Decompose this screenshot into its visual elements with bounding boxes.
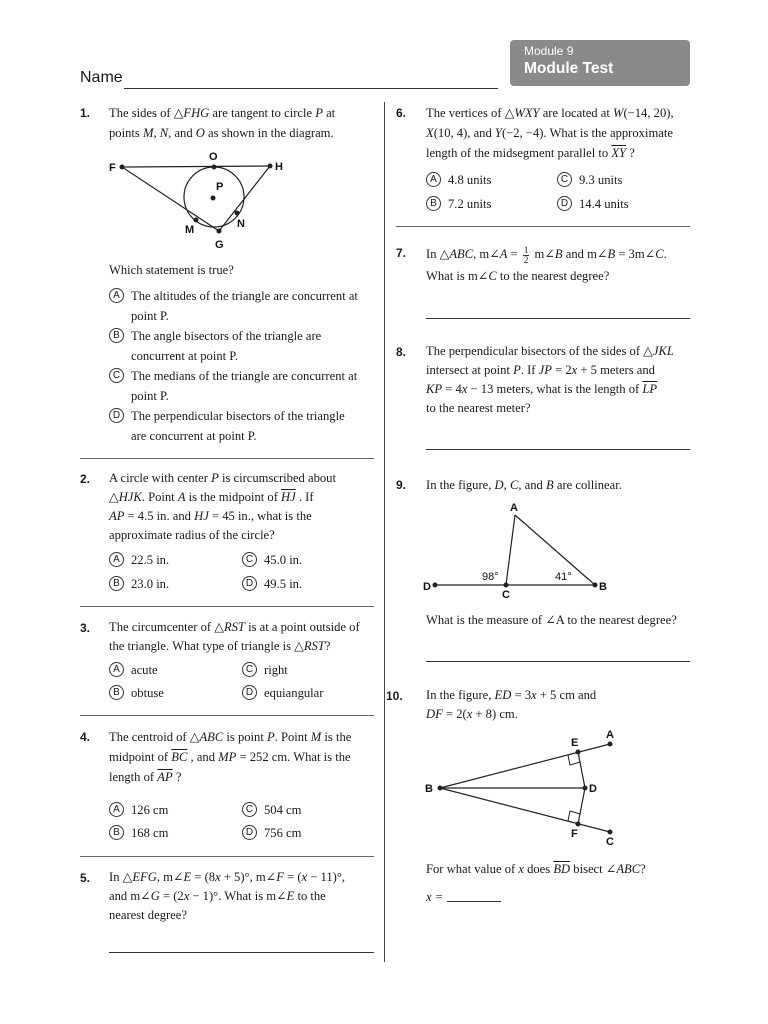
q8-stem: The perpendicular bisectors of the sides of △JKL intersect at point P. If JP = 2x + 5 meters and KP = 4x − 13 meters, what is the length of $\overline{LP}$ to the nearest meter? — [426, 344, 674, 415]
q1-choice-b[interactable]: B The angle bisectors of the triangle are concurrent at point P. — [109, 326, 377, 366]
divider — [80, 458, 374, 459]
q1-label-p: P — [216, 181, 224, 193]
choice-circle: D — [242, 576, 257, 591]
choice-circle: A — [109, 288, 124, 303]
choice-circle: B — [109, 825, 124, 840]
q3-choice-c[interactable]: C right — [242, 660, 288, 680]
q10-segment-df — [578, 788, 585, 824]
q9-label-d: D — [423, 581, 431, 593]
q10-answer-label: x = — [426, 890, 444, 904]
divider — [80, 606, 374, 607]
q3-choice-a[interactable]: A acute — [109, 660, 158, 680]
q10-number: 10. — [386, 689, 403, 703]
choice-circle: C — [109, 368, 124, 383]
choice-circle: D — [242, 685, 257, 700]
q9-number: 9. — [396, 478, 407, 492]
q6-choice-c[interactable]: C 9.3 units — [557, 170, 622, 190]
name-label: Name — [80, 69, 123, 86]
choice-circle: A — [426, 172, 441, 187]
q5-stem: In △EFG, m∠E = (8x + 5)°, m∠F = (x − 11)°, and m∠G = (2x − 1)°. What is m∠E to the nearest degree? — [109, 870, 346, 922]
q10-answer-line[interactable] — [447, 901, 501, 902]
q2-choice-b[interactable]: B 23.0 in. — [109, 574, 169, 594]
q1-label-m: M — [185, 224, 195, 236]
q9-stem: In the figure, D, C, and B are collinear. — [426, 478, 622, 492]
q10-ray-ba — [440, 744, 610, 788]
choice-circle: A — [109, 802, 124, 817]
choice-circle: C — [242, 802, 257, 817]
q10-label-b: B — [425, 783, 433, 795]
q10-right-angle-e — [568, 755, 580, 765]
q1-label-h: H — [275, 161, 283, 173]
q2-choice-a[interactable]: A 22.5 in. — [109, 550, 169, 570]
q2-choice-d[interactable]: D 49.5 in. — [242, 574, 302, 594]
q2-choice-c[interactable]: C 45.0 in. — [242, 550, 302, 570]
choice-circle: B — [109, 576, 124, 591]
q10-diagram — [420, 726, 630, 850]
q1-label-o: O — [209, 151, 218, 163]
q9-label-c: C — [502, 589, 510, 601]
q5-answer-line[interactable] — [109, 952, 374, 953]
q10-segment-ed — [578, 752, 585, 788]
q6-number: 6. — [396, 106, 407, 120]
q1-label-g: G — [215, 239, 224, 251]
q1-number: 1. — [80, 106, 91, 120]
q9-segment-ac — [506, 515, 515, 585]
q9-diagram — [420, 498, 620, 602]
divider — [80, 715, 374, 716]
q9-angle-98: 98° — [482, 571, 499, 583]
q5-number: 5. — [80, 871, 91, 885]
q4-choice-b[interactable]: B 168 cm — [109, 823, 168, 843]
q2-number: 2. — [80, 472, 91, 486]
q1-side-fh — [122, 166, 270, 167]
q10-stem: In the figure, ED = 3x + 5 cm and DF = 2(x + 8) cm. — [426, 688, 597, 721]
q9-label-a: A — [510, 502, 518, 514]
q6-choice-a[interactable]: A 4.8 units — [426, 170, 491, 190]
q1-label-n: N — [237, 218, 245, 230]
q7-number: 7. — [396, 246, 407, 260]
q8-answer-line[interactable] — [426, 449, 690, 450]
q1-stem: The sides of △FHG are tangent to circle P at points M, N, and O as shown in the diagram. — [109, 106, 336, 140]
q7-answer-line[interactable] — [426, 318, 690, 319]
name-line[interactable] — [124, 88, 498, 89]
q4-number: 4. — [80, 730, 91, 744]
choice-circle: D — [242, 825, 257, 840]
q3-stem: The circumcenter of △RST is at a point outside of the triangle. What type of triangle is △RST? — [109, 620, 360, 653]
q9-label-b: B — [599, 581, 607, 593]
q2-stem: A circle with center P is circumscribed about △HJK. Point A is the midpoint of $\overline{HJ}$ . If AP = 4.5 in. and HJ = 45 in., what is the approximate radius of the circle? — [109, 471, 336, 542]
q3-number: 3. — [80, 621, 91, 635]
column-divider — [384, 102, 385, 962]
module-title: Module Test — [524, 60, 614, 77]
choice-circle: B — [109, 328, 124, 343]
q10-prompt: For what value of x does $\overline{BD}$ bisect ∠ABC? — [426, 862, 646, 876]
q4-choice-c[interactable]: C 504 cm — [242, 800, 301, 820]
q1-diagram — [100, 145, 300, 255]
q4-stem: The centroid of △ABC is point P. Point M is the midpoint of $\overline{BC}$ , and MP = 252 cm. What is the length of $\overline{AP}$ ? — [109, 730, 352, 784]
q3-choice-b[interactable]: B obtuse — [109, 683, 164, 703]
q9-answer-line[interactable] — [426, 661, 690, 662]
choice-circle: C — [557, 172, 572, 187]
q4-choice-a[interactable]: A 126 cm — [109, 800, 168, 820]
q1-choice-a[interactable]: A The altitudes of the triangle are concurrent at point P. — [109, 286, 377, 326]
choice-circle: A — [109, 662, 124, 677]
q10-label-c: C — [606, 836, 614, 848]
choice-circle: D — [109, 408, 124, 423]
divider — [396, 226, 690, 227]
q10-label-d: D — [589, 783, 597, 795]
module-header-badge — [510, 40, 690, 86]
choice-circle: B — [109, 685, 124, 700]
choice-circle: B — [426, 196, 441, 211]
q9-prompt: What is the measure of ∠A to the nearest degree? — [426, 613, 677, 627]
q1-prompt: Which statement is true? — [109, 263, 234, 277]
divider — [80, 856, 374, 857]
q1-side-fg — [122, 167, 219, 231]
q9-angle-41: 41° — [555, 571, 572, 583]
q6-choice-b[interactable]: B 7.2 units — [426, 194, 491, 214]
q10-label-e: E — [571, 737, 579, 749]
q3-choice-d[interactable]: D equiangular — [242, 683, 323, 703]
choice-circle: A — [109, 552, 124, 567]
choice-circle: D — [557, 196, 572, 211]
q1-choice-d[interactable]: D The perpendicular bisectors of the triangle are concurrent at point P. — [109, 406, 377, 446]
module-label: Module 9 — [524, 44, 574, 58]
q6-choice-d[interactable]: D 14.4 units — [557, 194, 629, 214]
q4-choice-d[interactable]: D 756 cm — [242, 823, 301, 843]
q10-ray-bc — [440, 788, 610, 832]
q10-right-angle-f — [568, 811, 580, 821]
q10-label-f: F — [571, 828, 578, 840]
q8-number: 8. — [396, 345, 407, 359]
q1-choice-c[interactable]: C The medians of the triangle are concurrent at point P. — [109, 366, 377, 406]
q6-stem: The vertices of △WXY are located at W(−14, 20), X(10, 4), and Y(−2, −4). What is the approximate length of the midsegment parallel to $\overline{XY}$ ? — [426, 106, 674, 160]
q10-label-a: A — [606, 729, 614, 741]
choice-circle: C — [242, 552, 257, 567]
q7-stem: In △ABC, m∠A = $\frac{1}{2}$ m∠B and m∠B = 3m∠C. What is m∠C to the nearest degree? — [426, 244, 667, 283]
choice-circle: C — [242, 662, 257, 677]
q1-label-f: F — [109, 162, 116, 174]
